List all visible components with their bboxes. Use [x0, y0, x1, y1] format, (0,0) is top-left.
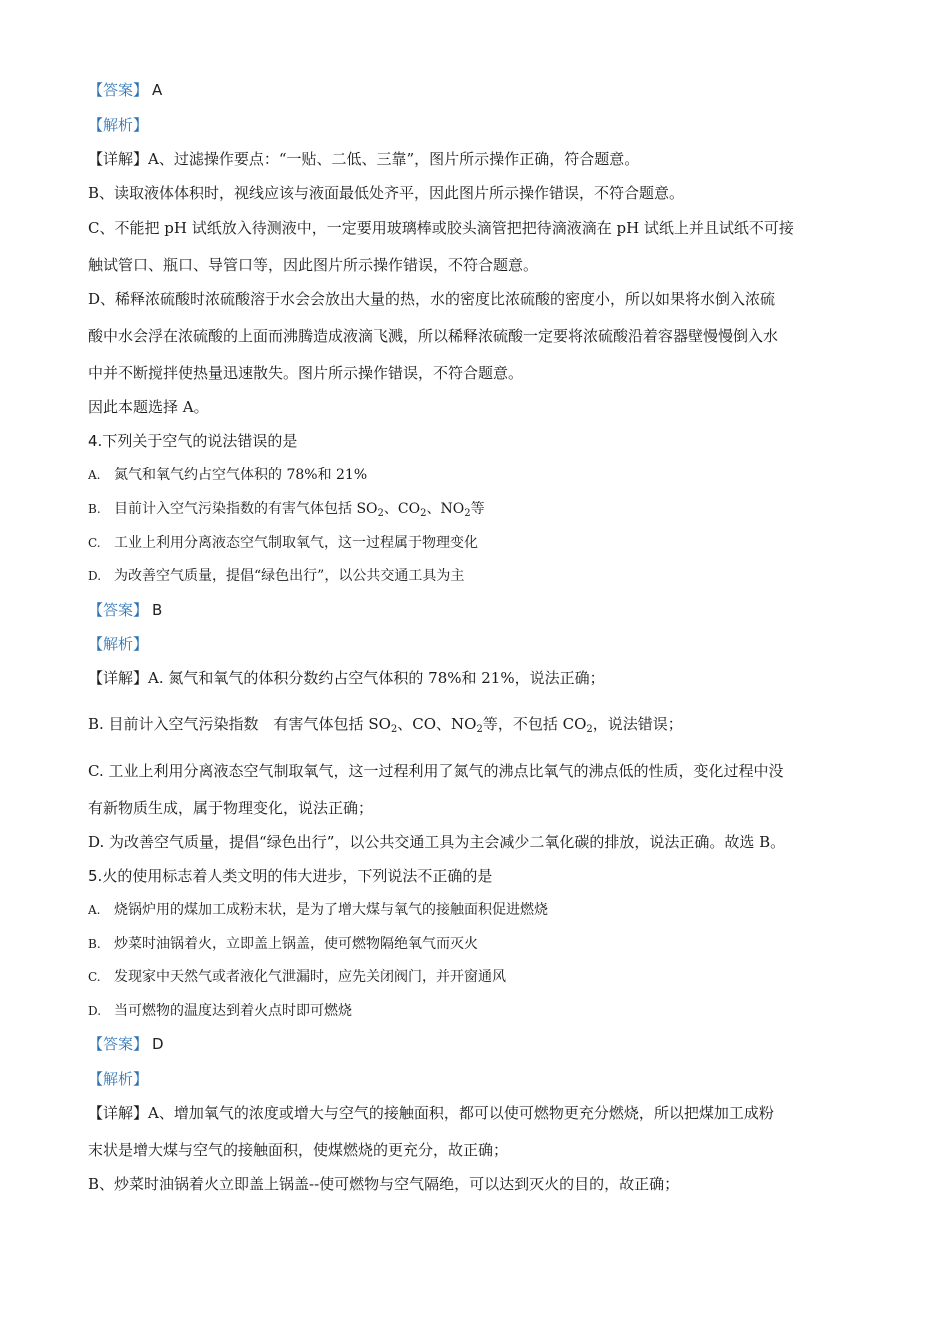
option-text: 发现家中天然气或者液化气泄漏时，应先关闭阀门，并开窗通风 [114, 969, 506, 985]
detail-line [88, 1103, 868, 1123]
question-number: 5. [88, 867, 103, 885]
detail-line: C、不能把 pH 试纸放入待测液中，一定要用玻璃棒或胶头滴管把把待滴液滴在 pH 试纸上并且试纸不可接 [88, 219, 794, 237]
answer-label: 【答案】 [88, 1035, 149, 1053]
option-letter: A. [88, 903, 101, 917]
detail-line: B、读取液体体积时，视线应该与液面最低处齐平，因此图片所示操作错误，不符合题意。 [88, 184, 685, 202]
answer-label: 【答案】 [88, 81, 149, 99]
detail-line [88, 668, 868, 688]
option-letter: C. [88, 536, 101, 550]
detail-line: B. 目前计入空气污染指数 有害气体包括 $SO_2$、CO、$NO_2$等，不包括 $CO_2$，说法错误； [88, 715, 683, 735]
detail-line: C. 工业上利用分离液态空气制取氧气，这一过程利用了氮气的沸点比氧气的沸点低的性质，变化过程中没 [88, 762, 784, 780]
detail-label: 【详解】 [88, 669, 149, 687]
analysis-label-line [88, 634, 868, 654]
detail-line: 触试管口、瓶口、导管口等，因此图片所示操作错误，不符合题意。 [88, 256, 539, 274]
analysis-label-line [88, 115, 868, 135]
detail-text: A、增加氧气的浓度或增大与空气的接触面积，都可以使可燃物更充分燃烧，所以把煤加工成粉 [148, 1104, 774, 1122]
question-4-stem [88, 431, 868, 451]
analysis-label: 【解析】 [88, 635, 149, 653]
detail-label: 【详解】 [88, 1104, 149, 1122]
question-5-stem [88, 866, 868, 886]
detail-line [88, 149, 868, 169]
detail-label: 【详解】 [88, 150, 149, 168]
conclusion-line: 因此本题选择 A。 [88, 398, 209, 416]
option-c [88, 533, 868, 553]
answer-line [88, 600, 868, 620]
option-text: 工业上利用分离液态空气制取氧气，这一过程属于物理变化 [114, 535, 478, 551]
option-letter: C. [88, 970, 101, 984]
option-letter: D. [88, 569, 102, 583]
detail-text: A. 氮气和氧气的体积分数约占空气体积的 78%和 21%，说法正确； [148, 669, 605, 687]
answer-value: A [152, 81, 163, 99]
question-number: 4. [88, 432, 103, 450]
analysis-label: 【解析】 [88, 1070, 149, 1088]
option-c [88, 967, 868, 987]
detail-line: B、炒菜时油锅着火立即盖上锅盖--使可燃物与空气隔绝，可以达到灭火的目的，故正确； [88, 1175, 680, 1193]
option-text: 当可燃物的温度达到着火点时即可燃烧 [114, 1003, 352, 1019]
option-letter: D. [88, 1004, 102, 1018]
detail-line: 酸中水会浮在浓硫酸的上面而沸腾造成液滴飞溅，所以稀释浓硫酸一定要将浓硫酸沿着容器壁慢慢倒入水 [88, 327, 779, 345]
option-a [88, 465, 868, 485]
answer-label: 【答案】 [88, 601, 149, 619]
option-text: 烧锅炉用的煤加工成粉末状，是为了增大煤与氧气的接触面积促进燃烧 [114, 902, 548, 918]
option-d [88, 566, 868, 586]
option-text: 氮气和氧气约占空气体积的 78%和 21% [114, 467, 368, 483]
detail-line: 有新物质生成，属于物理变化，说法正确； [88, 799, 374, 817]
option-a [88, 900, 868, 920]
option-text: 炒菜时油锅着火，立即盖上锅盖，使可燃物隔绝氧气而灭火 [114, 936, 478, 952]
analysis-label: 【解析】 [88, 116, 149, 134]
option-b [88, 934, 868, 954]
detail-line: 末状是增大煤与空气的接触面积，使煤燃烧的更充分，故正确； [88, 1141, 509, 1159]
option-letter: A. [88, 468, 101, 482]
detail-line: D、稀释浓硫酸时浓硫酸溶于水会会放出大量的热，水的密度比浓硫酸的密度小，所以如果将水倒入浓硫 [88, 290, 776, 308]
detail-line: 中并不断搅拌使热量迅速散失。图片所示操作错误，不符合题意。 [88, 364, 524, 382]
answer-value: B [152, 601, 163, 619]
option-text: 目前计入空气污染指数的有害气体包括 $SO_2$、$CO_2$、$NO_2$等 [114, 501, 485, 519]
question-text: 火的使用标志着人类文明的伟大进步，下列说法不正确的是 [102, 867, 493, 885]
answer-line [88, 80, 868, 100]
analysis-label-line [88, 1069, 868, 1089]
answer-value: D [152, 1035, 164, 1053]
question-text: 下列关于空气的说法错误的是 [102, 432, 298, 450]
detail-line: D. 为改善空气质量，提倡“绿色出行”，以公共交通工具为主会减少二氧化碳的排放，说法正确。故选 B。 [88, 833, 786, 851]
option-d [88, 1001, 868, 1021]
option-letter: B. [88, 937, 101, 951]
option-text: 为改善空气质量，提倡“绿色出行”，以公共交通工具为主 [114, 568, 465, 584]
option-letter: B. [88, 502, 101, 516]
option-b [88, 499, 868, 519]
detail-text: A、过滤操作要点：“一贴、二低、三靠”，图片所示操作正确，符合题意。 [148, 150, 640, 168]
answer-line [88, 1034, 868, 1054]
